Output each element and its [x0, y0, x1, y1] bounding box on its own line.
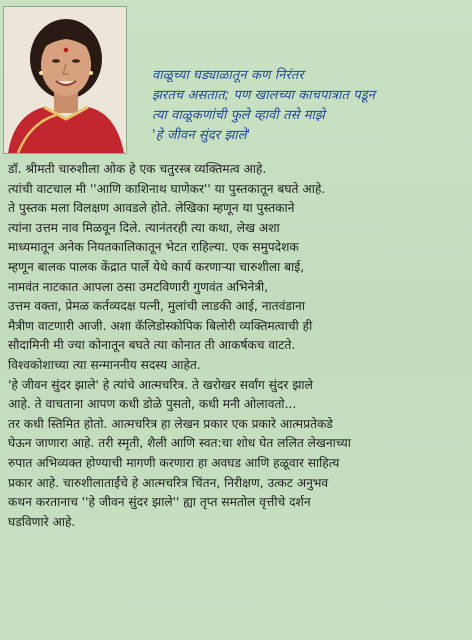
- text-line: तर कधी स्तिमित होतो. आत्मचरित्र हा लेखन प्रकार एक प्रकारे आत्मप्रतेकडे: [8, 416, 333, 431]
- author-photo: [3, 6, 127, 154]
- poem-line: त्या वाळूकणांची फुले व्हावी तसे माझे: [152, 108, 325, 123]
- text-line: त्यांना उत्तम नाव मिळवून दिले. त्यानंतरही त्या कथा, लेख अशा: [8, 220, 280, 235]
- text-line: उत्तम वक्ता, प्रेमळ कर्तव्यदक्ष पत्नी, मुलांची लाडकी आई, नातवंडाना: [8, 299, 305, 314]
- text-line: घडविणारे आहे.: [8, 514, 76, 529]
- text-line: विश्वकोशाच्या त्या सन्माननीय सदस्य आहेत.: [8, 357, 201, 372]
- text-line: आहे. ते वाचताना आपण कधी डोळे पुसतो, कधी मनी ओलावतो...: [8, 397, 297, 412]
- text-line: डॉ. श्रीमती चारुशीला ओक हे एक चतुरस्त्र व्यक्तिमत्व आहे.: [8, 162, 267, 176]
- text-line: त्यांची वाटचाल मी ''आणि काशिनाथ घाणेकर'' या पुस्तकातून बघते आहे.: [8, 181, 326, 196]
- text-line: नामवंत नाटकात आपला ठसा उमटविणारी गुणवंत अभिनेत्री,: [8, 279, 269, 294]
- text-line: रुपात अभिव्यक्त होण्याची मागणी करणारा हा अवघड आणि हळूवार साहित्य: [8, 455, 340, 470]
- text-line: माध्यमातून अनेक नियतकालिकातून भेटत राहिल्या. एक समुपदेशक: [8, 240, 299, 255]
- text-line: म्हणून बालक पालक केंद्रात पार्ले येथे कार्य करणाऱ्या चारुशीला बाई,: [8, 259, 305, 274]
- text-line: ते पुस्तक मला विलक्षण आवडले होते. लेखिका म्हणून या पुस्तकाने: [8, 201, 295, 216]
- poem-line: वाळूच्या घड्याळातून कण निरंतर: [152, 68, 304, 83]
- text-line: 'हे जीवन सुंदर झाले' हे त्यांचे आत्मचरित्र. ते खरोखर सर्वांग सुंदर झाले: [8, 377, 313, 392]
- poem-line: झरतच असतात; पण खालच्या काचपात्रात पडून: [152, 88, 376, 103]
- text-line: घेऊन जाणारा आहे. तरी स्मृती, शैली आणि स्वत:चा शोध घेत ललित लेखनाच्या: [8, 436, 351, 451]
- text-line: सौदामिनी मी ज्या कोनातून बघते त्या कोनात ती आकर्षकच वाटते.: [8, 338, 296, 353]
- text-line: कथन करतानाच ''हे जीवन सुंदर झाले'' ह्या तृप्त समतोल वृत्तीचे दर्शन: [8, 495, 311, 510]
- poem-block: [152, 66, 470, 146]
- poem-line: 'हे जीवन सुंदर झाले': [152, 128, 251, 143]
- portrait-photo-icon: [4, 7, 126, 153]
- text-line: मैत्रीण वाटणारी आजी. अशा कॅलिडोस्कोपिक बिलोरी व्यक्तिमत्वाची ही: [8, 318, 313, 333]
- description-paragraph: [8, 160, 468, 532]
- text-line: प्रकार आहे. चारुशीलाताईंचे हे आत्मचरित्र चिंतन, निरीक्षण, उत्कट अनुभव: [8, 475, 329, 490]
